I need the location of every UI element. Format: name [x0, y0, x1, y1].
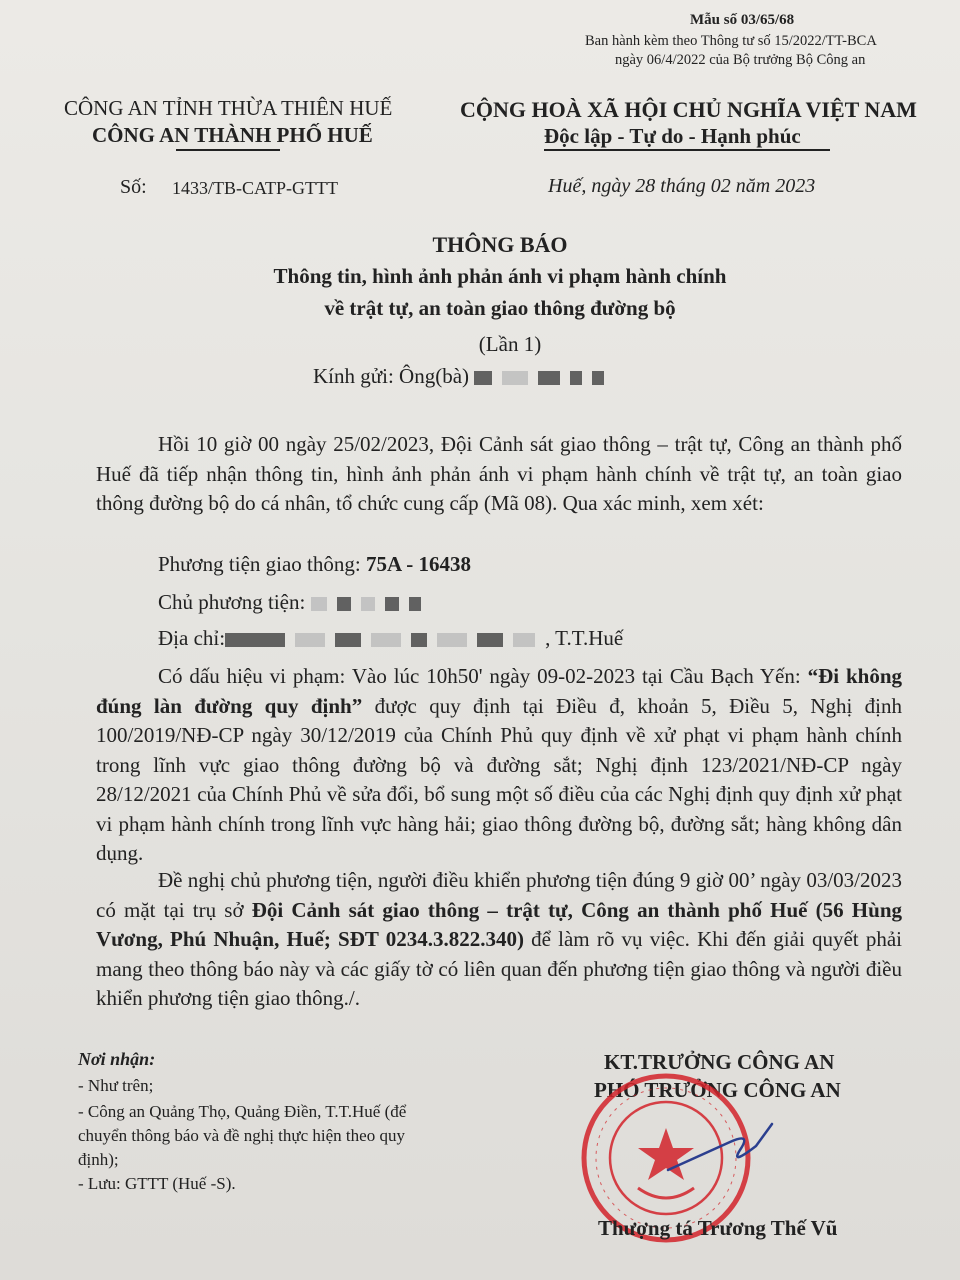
- form-number: Mẫu số 03/65/68: [690, 12, 795, 28]
- recipient-item: chuyển thông báo và đề nghị thực hiện theo quy: [78, 1126, 405, 1145]
- address-line: [158, 626, 623, 651]
- redacted-address: [225, 633, 285, 647]
- request-paragraph: Đề nghị chủ phương tiện, người điều khiển phương tiện đúng 9 giờ 00’ ngày 03/03/2023 có mặt tại trụ sở Đội Cảnh sát giao thông – trật tự, Công an thành phố Huế (56 Hùng Vương, Phú Nhuận, Huế; SĐT 0234.3.822.340) để làm rõ vụ việc. Khi đến giải quyết phải mang theo thông báo này và các giấy tờ có liên quan đến phương tiện giao thông và người điều khiển phương tiện giao thông./.: [96, 868, 902, 1010]
- owner-label: Chủ phương tiện:: [158, 590, 306, 614]
- request-place: Đội Cảnh sát giao thông – trật tự, Công an thành phố Huế (56 Hùng Vương, Phú Nhuận, Huế; SĐT 0234.3.822.340): [96, 897, 902, 951]
- address-suffix: , T.T.Huế: [545, 626, 624, 650]
- addressee-label: Kính gửi: Ông(bà): [313, 364, 470, 388]
- recipients-title: Nơi nhận:: [78, 1049, 156, 1069]
- place-date: Huế, ngày 28 tháng 02 năm 2023: [548, 175, 816, 197]
- redacted-owner: [311, 597, 327, 611]
- address-label: Địa chỉ:: [158, 626, 226, 650]
- owner-line: [158, 590, 431, 615]
- doc-title: THÔNG BÁO: [432, 232, 568, 257]
- issued-with: Ban hành kèm theo Thông tư số 15/2022/TT-BCA: [585, 33, 877, 49]
- doc-number-label: Số:: [120, 176, 147, 198]
- org-parent: CÔNG AN TỈNH THỪA THIÊN HUẾ: [64, 96, 393, 120]
- doc-subtitle-1: Thông tin, hình ảnh phản ánh vi phạm hành chính: [273, 264, 727, 288]
- intro-paragraph: Hồi 10 giờ 00 ngày 25/02/2023, Đội Cảnh sát giao thông – trật tự, Công an thành phố Huế đã tiếp nhận thông tin, hình ảnh phản ánh vi phạm hành chính về trật tự, an toàn giao thông đường bộ do cá nhân, tổ chức cung cấp (Mã 08). Qua xác minh, xem xét:: [96, 432, 902, 515]
- doc-number: 1433/TB-CATP-GTTT: [172, 178, 338, 198]
- motto-underline: [544, 149, 830, 151]
- violation-paragraph: Có dấu hiệu vi phạm: Vào lúc 10h50' ngày 09-02-2023 tại Cầu Bạch Yến: “Đi không đúng làn đường quy định” được quy định tại Điều đ, khoản 5, Điều 5, Nghị định 100/2019/NĐ-CP ngày 30/12/2019 của Chính Phủ quy định về xử phạt vi phạm hành chính trong lĩnh vực giao thông đường bộ và đường sắt; Nghị định 123/2021/NĐ-CP ngày 28/12/2021 của Chính Phủ về sửa đổi, bổ sung một số điều của các Nghị định quy định xử phạt vi phạm hành chính trong lĩnh vực hàng hải; giao thông đường bộ, đường sắt; hàng không dân dụng.: [96, 664, 903, 865]
- org-underline: [176, 149, 280, 151]
- signature-title-1: KT.TRƯỞNG CÔNG AN: [604, 1050, 835, 1074]
- vehicle-line: [158, 552, 471, 577]
- doc-subtitle-2: về trật tự, an toàn giao thông đường bộ: [324, 296, 676, 320]
- recipient-item: - Công an Quảng Thọ, Quảng Điền, T.T.Huế (để: [78, 1102, 407, 1121]
- signature-mark: [660, 1110, 780, 1180]
- signature-title-2: PHÓ TRƯỞNG CÔNG AN: [594, 1078, 841, 1102]
- issued-date: ngày 06/4/2022 của Bộ trưởng Bộ Công an: [615, 52, 866, 68]
- recipient-item: - Lưu: GTTT (Huế -S).: [78, 1174, 236, 1193]
- nation-title: CỘNG HOÀ XÃ HỘI CHỦ NGHĨA VIỆT NAM: [460, 97, 917, 122]
- vehicle-label: Phương tiện giao thông:: [158, 552, 361, 576]
- motto: Độc lập - Tự do - Hạnh phúc: [544, 124, 801, 148]
- round-number: (Lần 1): [478, 332, 542, 356]
- recipient-item: - Như trên;: [78, 1076, 154, 1095]
- org-name: CÔNG AN THÀNH PHỐ HUẾ: [92, 123, 373, 147]
- addressee-line: [313, 364, 614, 389]
- redacted-name: [474, 371, 492, 385]
- vehicle-plate: 75A - 16438: [365, 552, 471, 576]
- violation-name: “Đi không đúng làn đường quy định”: [96, 664, 903, 718]
- recipient-item: định);: [78, 1150, 119, 1169]
- signer-name: Thượng tá Trương Thế Vũ: [598, 1216, 838, 1240]
